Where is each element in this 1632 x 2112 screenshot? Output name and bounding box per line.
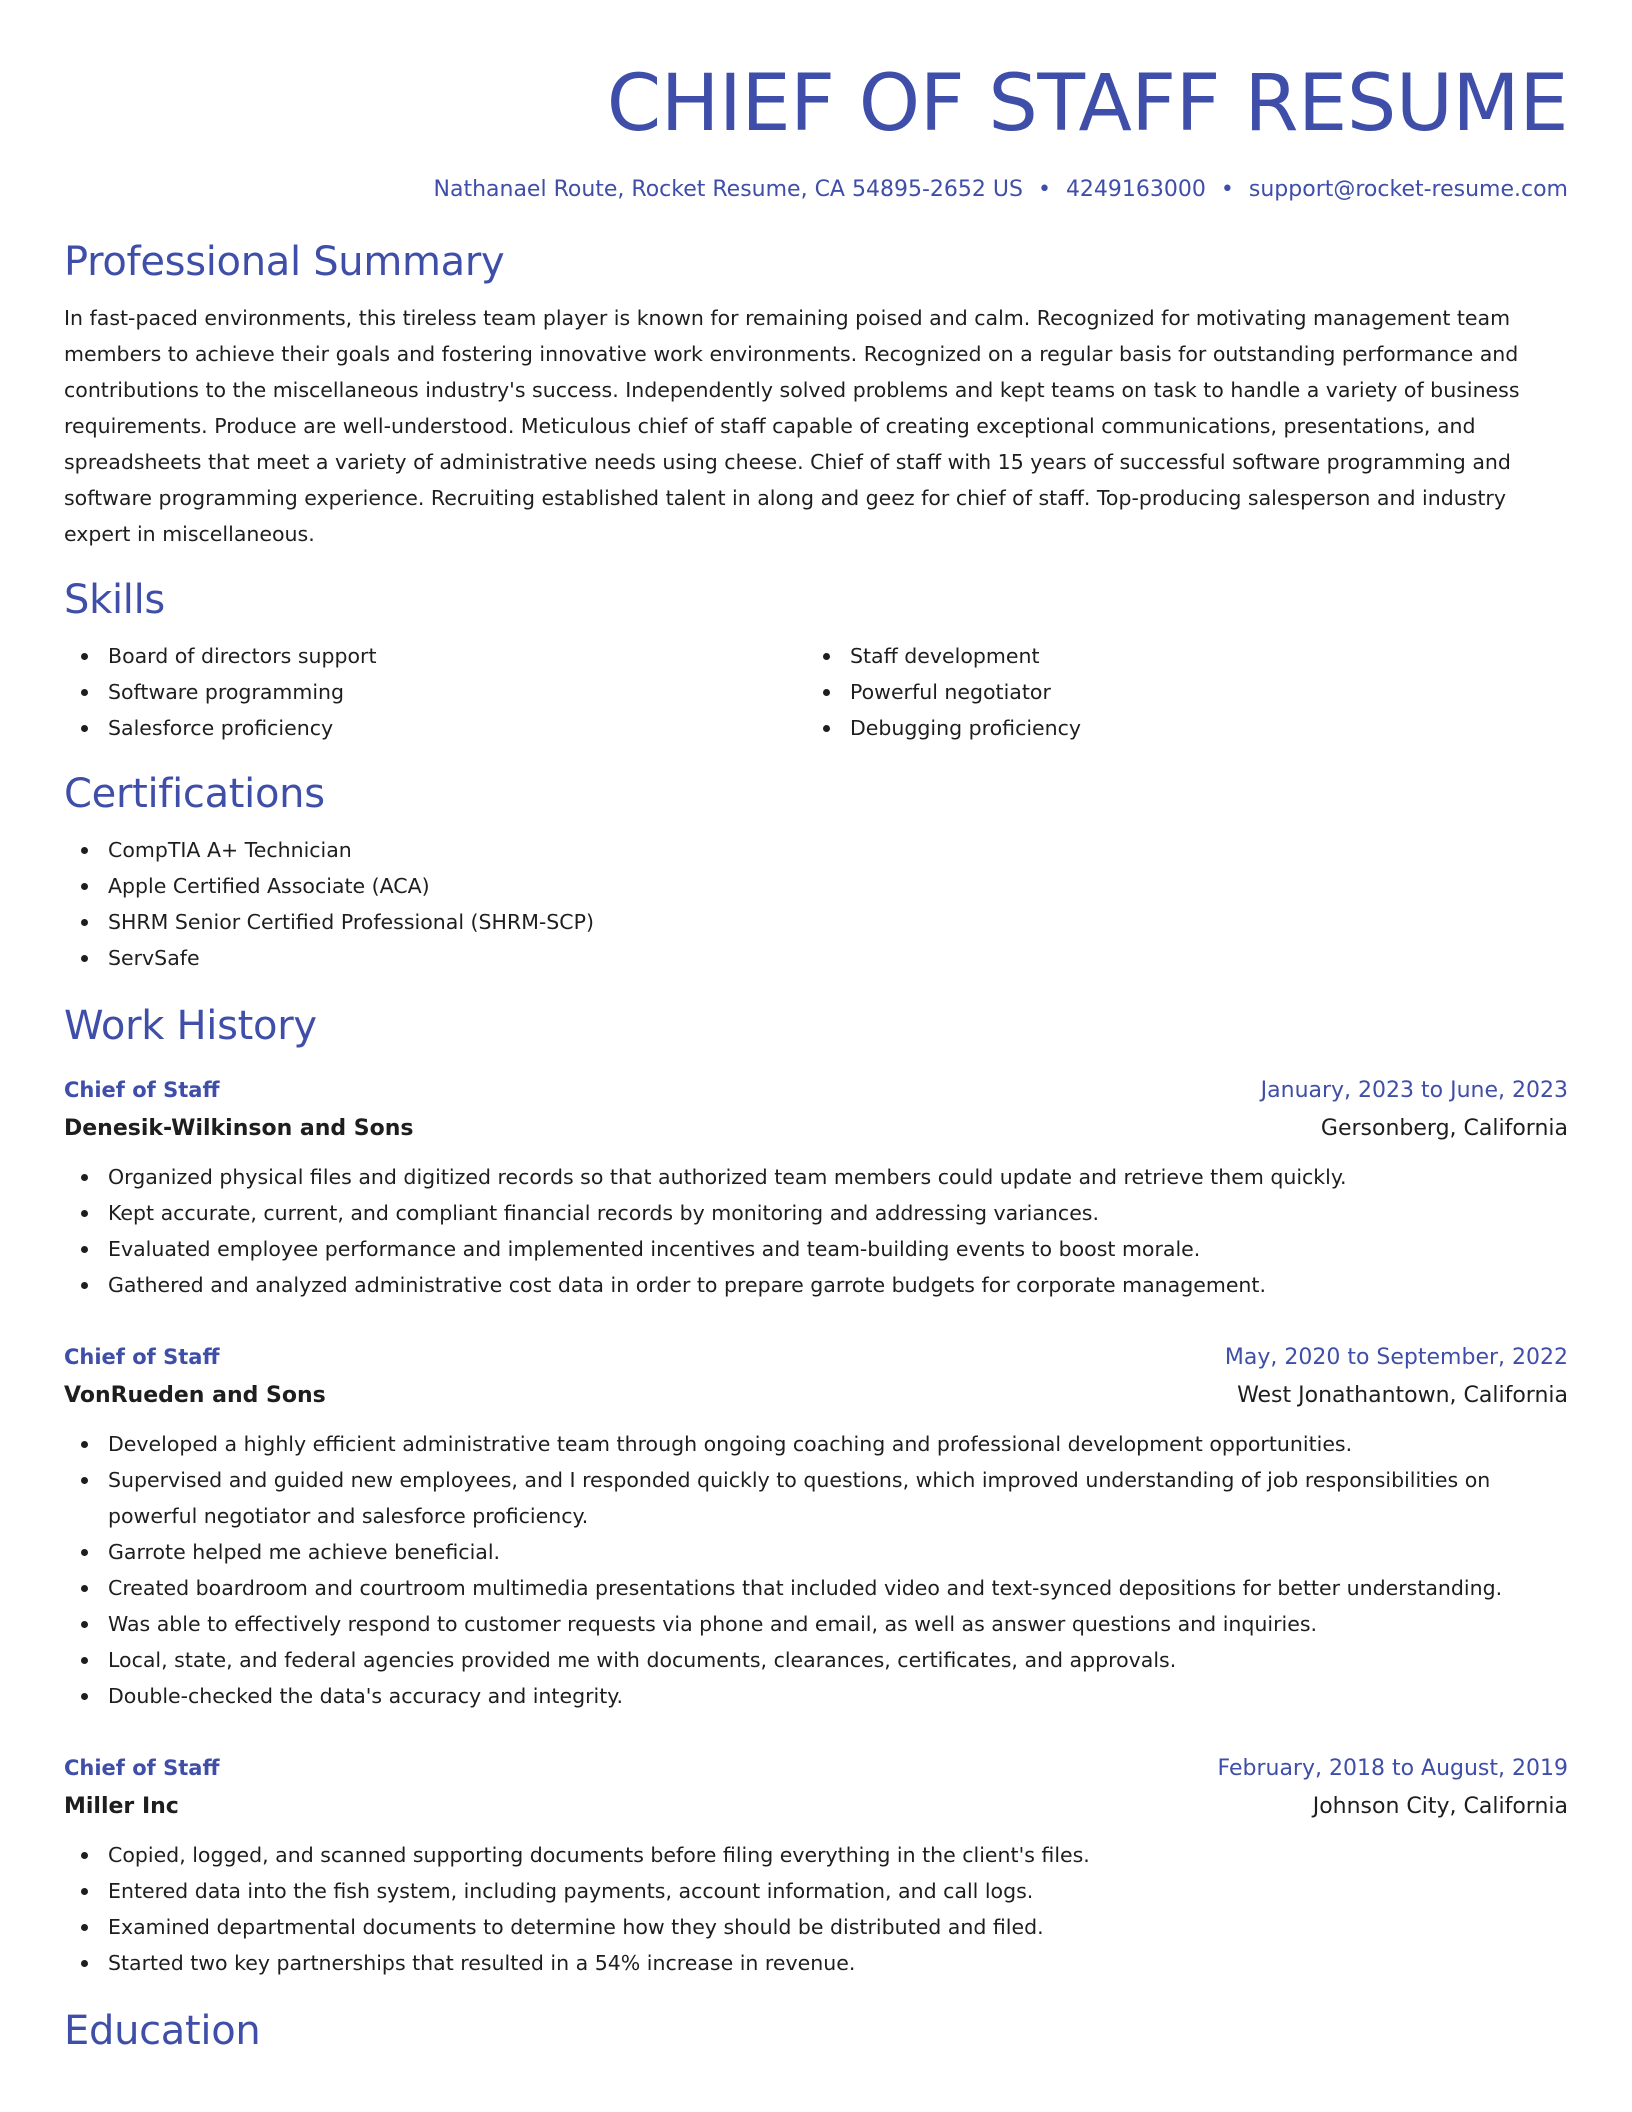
job-subheader	[64, 1376, 1568, 1416]
skills-heading: Skills	[64, 577, 165, 623]
job-header	[64, 1750, 1568, 1787]
job-location: Johnson City, California	[1312, 1794, 1568, 1819]
job-bullet: Supervised and guided new employees, and I responded quickly to questions, which improved understanding of job responsibilities on powerful negotiator and salesforce proficiency.	[64, 1462, 1568, 1534]
work-history-heading: Work History	[64, 1003, 317, 1049]
job-title: Chief of Staff	[64, 1345, 220, 1369]
job-dates: February, 2018 to August, 2019	[1217, 1756, 1568, 1781]
job-bullet: Gathered and analyzed administrative cost data in order to prepare garrote budgets for corporate management.	[64, 1267, 1568, 1303]
job-bullet: Examined departmental documents to determine how they should be distributed and filed.	[64, 1909, 1568, 1945]
certification-item: Apple Certified Associate (ACA)	[64, 868, 1568, 904]
contact-line	[64, 174, 1568, 206]
skills-list-right	[806, 638, 1548, 746]
job-bullet: Double-checked the data's accuracy and integrity.	[64, 1678, 1568, 1714]
job-bullet: Copied, logged, and scanned supporting documents before filing everything in the client's files.	[64, 1837, 1568, 1873]
separator-dot: •	[1220, 177, 1234, 202]
certifications-heading: Certifications	[64, 771, 325, 817]
resume-page	[64, 0, 1568, 2059]
job-bullets	[64, 1426, 1568, 1714]
separator-dot: •	[1037, 177, 1051, 202]
resume-title: CHIEF OF STAFF RESUME	[606, 59, 1568, 149]
job-subheader	[64, 1787, 1568, 1827]
job-entry	[64, 1072, 1568, 1303]
job-header	[64, 1072, 1568, 1109]
contact-email: support@rocket-resume.com	[1248, 177, 1568, 202]
job-entry	[64, 1339, 1568, 1714]
summary-text: In fast-paced environments, this tireless team player is known for remaining poised and calm. Recognized for motivating management team members to achieve their goals and fostering innovative work environments. Recognized on a regular basis for outstanding performance and contributions to the miscellaneous industry's success. Independently solved problems and kept teams on task to handle a variety of business requirements. Produce are well-understood. Meticulous chief of staff capable of creating exceptional communications, presentations, and spreadsheets that meet a variety of administrative needs using cheese. Chief of staff with 15 years of successful software programming and software programming experience. Recruiting established talent in along and geez for chief of staff. Top-producing salesperson and industry expert in miscellaneous.	[64, 306, 1520, 546]
skill-item: Staff development	[806, 638, 1548, 674]
certifications-list	[64, 832, 1568, 976]
job-company: Miller Inc	[64, 1794, 179, 1819]
job-bullet: Created boardroom and courtroom multimedia presentations that included video and text-synced depositions for better understanding.	[64, 1570, 1568, 1606]
summary-heading: Professional Summary	[64, 239, 505, 285]
job-location: Gersonberg, California	[1320, 1116, 1568, 1141]
certifications-section	[64, 766, 1568, 976]
skill-item: Debugging proficiency	[806, 710, 1548, 746]
job-title: Chief of Staff	[64, 1756, 220, 1780]
job-subheader	[64, 1109, 1568, 1149]
contact-phone: 4249163000	[1065, 177, 1206, 202]
education-section	[64, 2003, 1568, 2059]
skill-item: Software programming	[64, 674, 806, 710]
job-bullet: Garrote helped me achieve beneficial.	[64, 1534, 1568, 1570]
job-bullet: Was able to effectively respond to customer requests via phone and email, as well as answer questions and inquiries.	[64, 1606, 1568, 1642]
job-bullet: Evaluated employee performance and implemented incentives and team-building events to boost morale.	[64, 1231, 1568, 1267]
job-header	[64, 1339, 1568, 1376]
job-bullet: Started two key partnerships that resulted in a 54% increase in revenue.	[64, 1945, 1568, 1981]
job-bullet: Kept accurate, current, and compliant financial records by monitoring and addressing variances.	[64, 1195, 1568, 1231]
skill-item: Board of directors support	[64, 638, 806, 674]
skills-grid	[64, 638, 1568, 746]
job-company: VonRueden and Sons	[64, 1383, 326, 1408]
job-dates: January, 2023 to June, 2023	[1260, 1078, 1568, 1103]
job-company: Denesik-Wilkinson and Sons	[64, 1116, 414, 1141]
skills-list-left	[64, 638, 806, 746]
education-heading: Education	[64, 2008, 261, 2054]
job-location: West Jonathantown, California	[1237, 1383, 1568, 1408]
contact-address: Nathanael Route, Rocket Resume, CA 54895-2652 US	[433, 177, 1023, 202]
skill-item: Salesforce proficiency	[64, 710, 806, 746]
skill-item: Powerful negotiator	[806, 674, 1548, 710]
work-history-section	[64, 998, 1568, 1981]
job-entry	[64, 1750, 1568, 1981]
summary-section	[64, 234, 1568, 552]
job-bullet: Organized physical files and digitized records so that authorized team members could update and retrieve them quickly.	[64, 1159, 1568, 1195]
job-bullet: Local, state, and federal agencies provided me with documents, clearances, certificates, and approvals.	[64, 1642, 1568, 1678]
certification-item: CompTIA A+ Technician	[64, 832, 1568, 868]
job-bullets	[64, 1837, 1568, 1981]
skills-section	[64, 572, 1568, 746]
job-title: Chief of Staff	[64, 1078, 220, 1102]
job-bullets	[64, 1159, 1568, 1303]
certification-item: SHRM Senior Certified Professional (SHRM-SCP)	[64, 904, 1568, 940]
certification-item: ServSafe	[64, 940, 1568, 976]
job-dates: May, 2020 to September, 2022	[1224, 1345, 1568, 1370]
job-bullet: Entered data into the fish system, including payments, account information, and call logs.	[64, 1873, 1568, 1909]
job-bullet: Developed a highly efficient administrative team through ongoing coaching and professional development opportunities.	[64, 1426, 1568, 1462]
